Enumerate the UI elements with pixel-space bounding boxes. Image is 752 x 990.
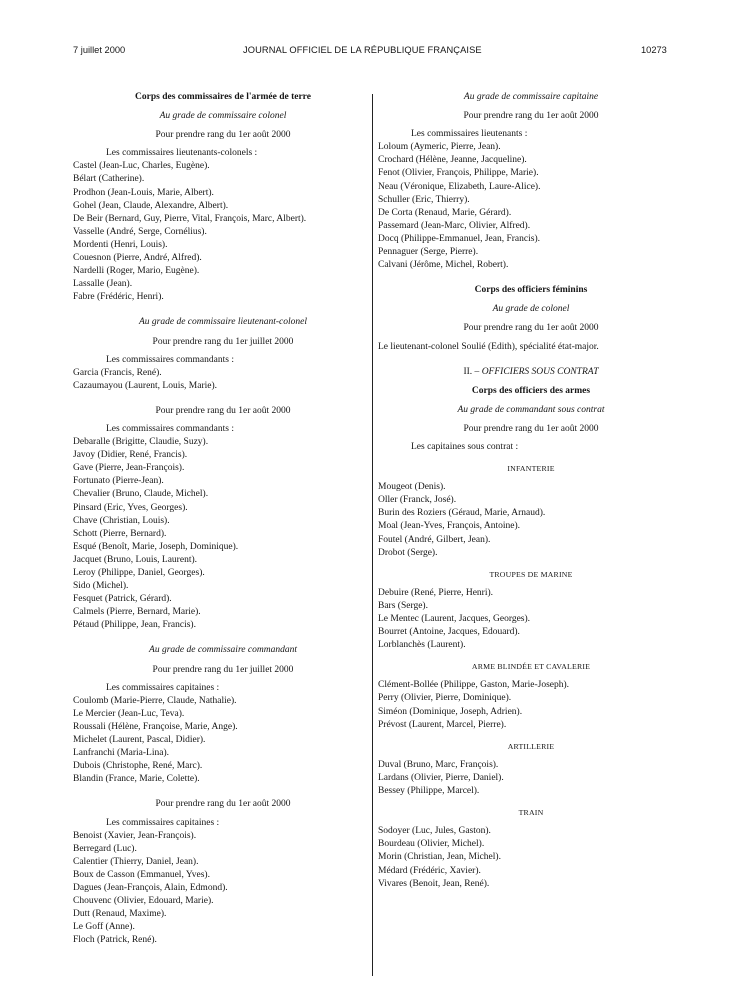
section-title-feminins: Corps des officiers féminins	[474, 285, 588, 296]
arm-group-artillerie	[378, 740, 684, 798]
grade-title: Au grade de commissaire capitaine	[463, 92, 599, 102]
list-item: Sido (Michel).	[73, 581, 129, 592]
list-item: Bessey (Philippe, Marcel).	[378, 786, 480, 797]
list-item: Lassalle (Jean).	[73, 279, 133, 290]
section-officiers-sous-contrat	[378, 366, 684, 891]
grade-title: Au grade de commissaire colonel	[159, 111, 287, 122]
list-item: Schuller (Eric, Thierry).	[378, 194, 470, 205]
list-item: Médard (Frédéric, Xavier).	[378, 865, 481, 876]
list-item: Gohel (Jean, Claude, Alexandre, Albert).	[73, 200, 229, 211]
list-item: Fortunato (Pierre-Jean).	[73, 476, 164, 487]
header-title: JOURNAL OFFICIEL DE LA RÉPUBLIQUE FRANÇAISE	[243, 45, 482, 55]
arm-title: ARTILLERIE	[507, 741, 555, 751]
list-item: Floch (Patrick, René).	[73, 935, 157, 946]
name-list	[73, 436, 373, 632]
list-item: Chave (Christian, Louis).	[73, 515, 170, 526]
rang-block	[73, 798, 373, 947]
rang-date: Pour prendre rang du 1er juillet 2000	[152, 336, 294, 347]
block-intro: Les commissaires commandants :	[106, 354, 234, 365]
list-item: De Corta (Renaud, Marie, Gérard).	[378, 207, 512, 218]
grade-section-lieutenant-colonel	[73, 316, 373, 632]
list-item: Castel (Jean-Luc, Charles, Eugène).	[73, 161, 210, 172]
list-item: De Beir (Bernard, Guy, Pierre, Vital, François, Marc, Albert).	[73, 213, 307, 224]
list-item: Boux de Casson (Emmanuel, Yves).	[73, 869, 210, 880]
list-item: Roussali (Hélène, Françoise, Marie, Ange).	[73, 721, 238, 732]
list-item: Mougeot (Denis).	[378, 482, 446, 493]
rang-date: Pour prendre rang du 1er août 2000	[155, 130, 291, 141]
name-list	[73, 367, 373, 393]
arm-title: TROUPES DE MARINE	[489, 569, 573, 579]
list-item: Leroy (Philippe, Daniel, Georges).	[73, 568, 205, 578]
list-item: Prodhon (Jean-Louis, Marie, Albert).	[73, 187, 214, 198]
list-item: Pétaud (Philippe, Jean, Francis).	[73, 620, 196, 631]
name-list	[378, 481, 684, 560]
rang-block	[73, 405, 373, 633]
block-intro: Les commissaires capitaines :	[106, 682, 220, 693]
block-intro: Les commissaires capitaines :	[106, 817, 220, 828]
header-page-number: 10273	[641, 45, 667, 55]
list-item: Jacquet (Bruno, Louis, Laurent).	[73, 554, 197, 565]
grade-title: Au grade de commissaire commandant	[149, 645, 297, 656]
rang-block	[73, 336, 373, 393]
list-item: Foutel (André, Gilbert, Jean).	[378, 534, 491, 545]
list-item: Cazaumayou (Laurent, Louis, Marie).	[73, 380, 218, 391]
list-item: Siméon (Dominique, Joseph, Adrien).	[378, 706, 523, 717]
block-intro: Les commissaires commandants :	[106, 423, 234, 434]
list-item: Calentier (Thierry, Daniel, Jean).	[73, 856, 199, 867]
grade-section-commandant	[73, 644, 373, 947]
part-number: II. –	[463, 366, 480, 377]
rang-date: Pour prendre rang du 1er août 2000	[463, 111, 599, 122]
right-column	[378, 91, 684, 901]
list-item: Bourdeau (Olivier, Michel).	[378, 839, 485, 850]
grade-title: Au grade de commissaire lieutenant-colonel	[139, 317, 307, 328]
list-item: Le Mercier (Jean-Luc, Teva).	[73, 708, 185, 719]
arm-group-train	[378, 806, 684, 891]
section-title-commissaires: Corps des commissaires de l'armée de terre	[135, 92, 311, 102]
list-item: Le Goff (Anne).	[73, 922, 135, 933]
list-item: Chouvenc (Olivier, Edouard, Marie).	[73, 896, 214, 907]
section-officiers-feminins	[378, 284, 684, 353]
list-item: Lorblanchès (Laurent).	[378, 640, 466, 651]
list-item: Morin (Christian, Jean, Michel).	[378, 852, 501, 863]
list-item: Dutt (Renaud, Maxime).	[73, 909, 167, 920]
name-list	[378, 141, 684, 272]
list-item: Garcia (Francis, René).	[73, 367, 162, 378]
name-list	[73, 695, 373, 787]
list-item: Prévost (Laurent, Marcel, Pierre).	[378, 719, 507, 730]
list-item: Esqué (Benoît, Marie, Joseph, Dominique).	[73, 541, 239, 552]
decision-text: Le lieutenant-colonel Soulié (Edith), spécialité état-major.	[378, 341, 599, 352]
grade-section-capitaine	[378, 91, 684, 272]
list-item: Bourret (Antoine, Jacques, Edouard).	[378, 627, 520, 638]
rang-date: Pour prendre rang du 1er juillet 2000	[152, 664, 294, 675]
rang-block	[73, 664, 373, 787]
grade-title: Au grade de colonel	[492, 304, 570, 315]
grade-section-colonel	[73, 110, 373, 304]
arm-group-troupes-de-marine	[378, 568, 684, 653]
name-list	[73, 160, 373, 304]
list-item: Michelet (Laurent, Pascal, Didier).	[73, 735, 206, 746]
list-item: Dagues (Jean-François, Alain, Edmond).	[73, 882, 228, 893]
name-list	[378, 679, 684, 731]
name-list	[73, 830, 373, 948]
list-item: Chevalier (Bruno, Claude, Michel).	[73, 489, 209, 500]
list-item: Fabre (Frédéric, Henri).	[73, 292, 164, 303]
arm-title: ARME BLINDÉE ET CAVALERIE	[471, 662, 591, 672]
list-item: Loloum (Aymeric, Pierre, Jean).	[378, 142, 501, 153]
name-list	[378, 759, 684, 798]
part-title	[378, 366, 684, 379]
list-item: Blandin (France, Marie, Colette).	[73, 774, 200, 785]
list-item: Burin des Roziers (Géraud, Marie, Arnaud).	[378, 508, 546, 519]
left-column	[73, 91, 373, 959]
list-item: Debaralle (Brigitte, Claudie, Suzy).	[73, 437, 209, 448]
list-item: Benoist (Xavier, Jean-François).	[73, 830, 197, 841]
list-item: Docq (Philippe-Emmanuel, Jean, Francis).	[378, 233, 540, 244]
rang-date: Pour prendre rang du 1er août 2000	[155, 405, 291, 416]
list-item: Le Mentec (Laurent, Jacques, Georges).	[378, 614, 531, 624]
grade-title: Au grade de commandant sous contrat	[457, 404, 605, 415]
arm-title: TRAIN	[518, 808, 544, 818]
list-item: Bélart (Catherine).	[73, 174, 145, 185]
list-item: Perry (Olivier, Pierre, Dominique).	[378, 693, 512, 704]
name-list	[378, 587, 684, 652]
part-label: OFFICIERS SOUS CONTRAT	[481, 366, 599, 377]
name-list	[378, 825, 684, 890]
block-intro: Les capitaines sous contrat :	[411, 441, 519, 452]
list-item: Debuire (René, Pierre, Henri).	[378, 587, 494, 598]
list-item: Bars (Serge).	[378, 600, 428, 611]
block-intro: Les commissaires lieutenants :	[411, 129, 528, 140]
arm-group-arme-blindee-cavalerie	[378, 660, 684, 731]
rang-date: Pour prendre rang du 1er août 2000	[463, 323, 599, 334]
page-header	[0, 0, 752, 60]
list-item: Fesquet (Patrick, Gérard).	[73, 594, 172, 605]
arm-title: INFANTERIE	[507, 464, 555, 474]
header-date: 7 juillet 2000	[73, 45, 126, 55]
rang-date: Pour prendre rang du 1er août 2000	[463, 423, 599, 434]
list-item: Fenot (Olivier, François, Philippe, Marie).	[378, 168, 539, 179]
rang-block	[73, 129, 373, 304]
list-item: Pennaguer (Serge, Pierre).	[378, 247, 479, 258]
list-item: Calmels (Pierre, Bernard, Marie).	[73, 607, 201, 618]
list-item: Sodoyer (Luc, Jules, Gaston).	[378, 826, 491, 837]
list-item: Pinsard (Eric, Yves, Georges).	[73, 502, 188, 513]
list-item: Dubois (Christophe, René, Marc).	[73, 761, 203, 772]
list-item: Vivares (Benoit, Jean, René).	[378, 878, 490, 889]
list-item: Clément-Bollée (Philippe, Gaston, Marie-Joseph).	[378, 680, 570, 691]
list-item: Lardans (Olivier, Pierre, Daniel).	[378, 772, 504, 783]
block-intro: Les commissaires lieutenants-colonels :	[106, 148, 258, 159]
list-item: Crochard (Hélène, Jeanne, Jacqueline).	[378, 155, 527, 166]
list-item: Coulomb (Marie-Pierre, Claude, Nathalie).	[73, 695, 237, 706]
list-item: Oller (Franck, José).	[378, 495, 457, 506]
list-item: Calvani (Jérôme, Michel, Robert).	[378, 260, 509, 271]
list-item: Couesnon (Pierre, André, Alfred).	[73, 253, 202, 264]
list-item: Neau (Véronique, Elizabeth, Laure-Alice).	[378, 181, 541, 192]
list-item: Drobot (Serge).	[378, 547, 438, 558]
list-item: Duval (Bruno, Marc, François).	[378, 759, 499, 770]
list-item: Berregard (Luc).	[73, 843, 137, 854]
list-item: Nardelli (Roger, Mario, Eugène).	[73, 266, 200, 277]
list-item: Moal (Jean-Yves, François, Antoine).	[378, 521, 521, 532]
list-item: Passemard (Jean-Marc, Olivier, Alfred).	[378, 220, 531, 231]
list-item: Vasselle (André, Serge, Cornélius).	[73, 226, 207, 237]
list-item: Schott (Pierre, Bernard).	[73, 528, 167, 539]
list-item: Gave (Pierre, Jean-François).	[73, 463, 185, 474]
list-item: Lanfranchi (Maria-Lina).	[73, 748, 170, 759]
list-item: Mordenti (Henri, Louis).	[73, 239, 168, 250]
rang-date: Pour prendre rang du 1er août 2000	[155, 799, 291, 810]
arm-group-infanterie	[378, 462, 684, 560]
list-item: Javoy (Didier, René, Francis).	[73, 450, 188, 461]
rang-block	[378, 110, 684, 272]
section-title-armes: Corps des officiers des armes	[471, 385, 591, 396]
